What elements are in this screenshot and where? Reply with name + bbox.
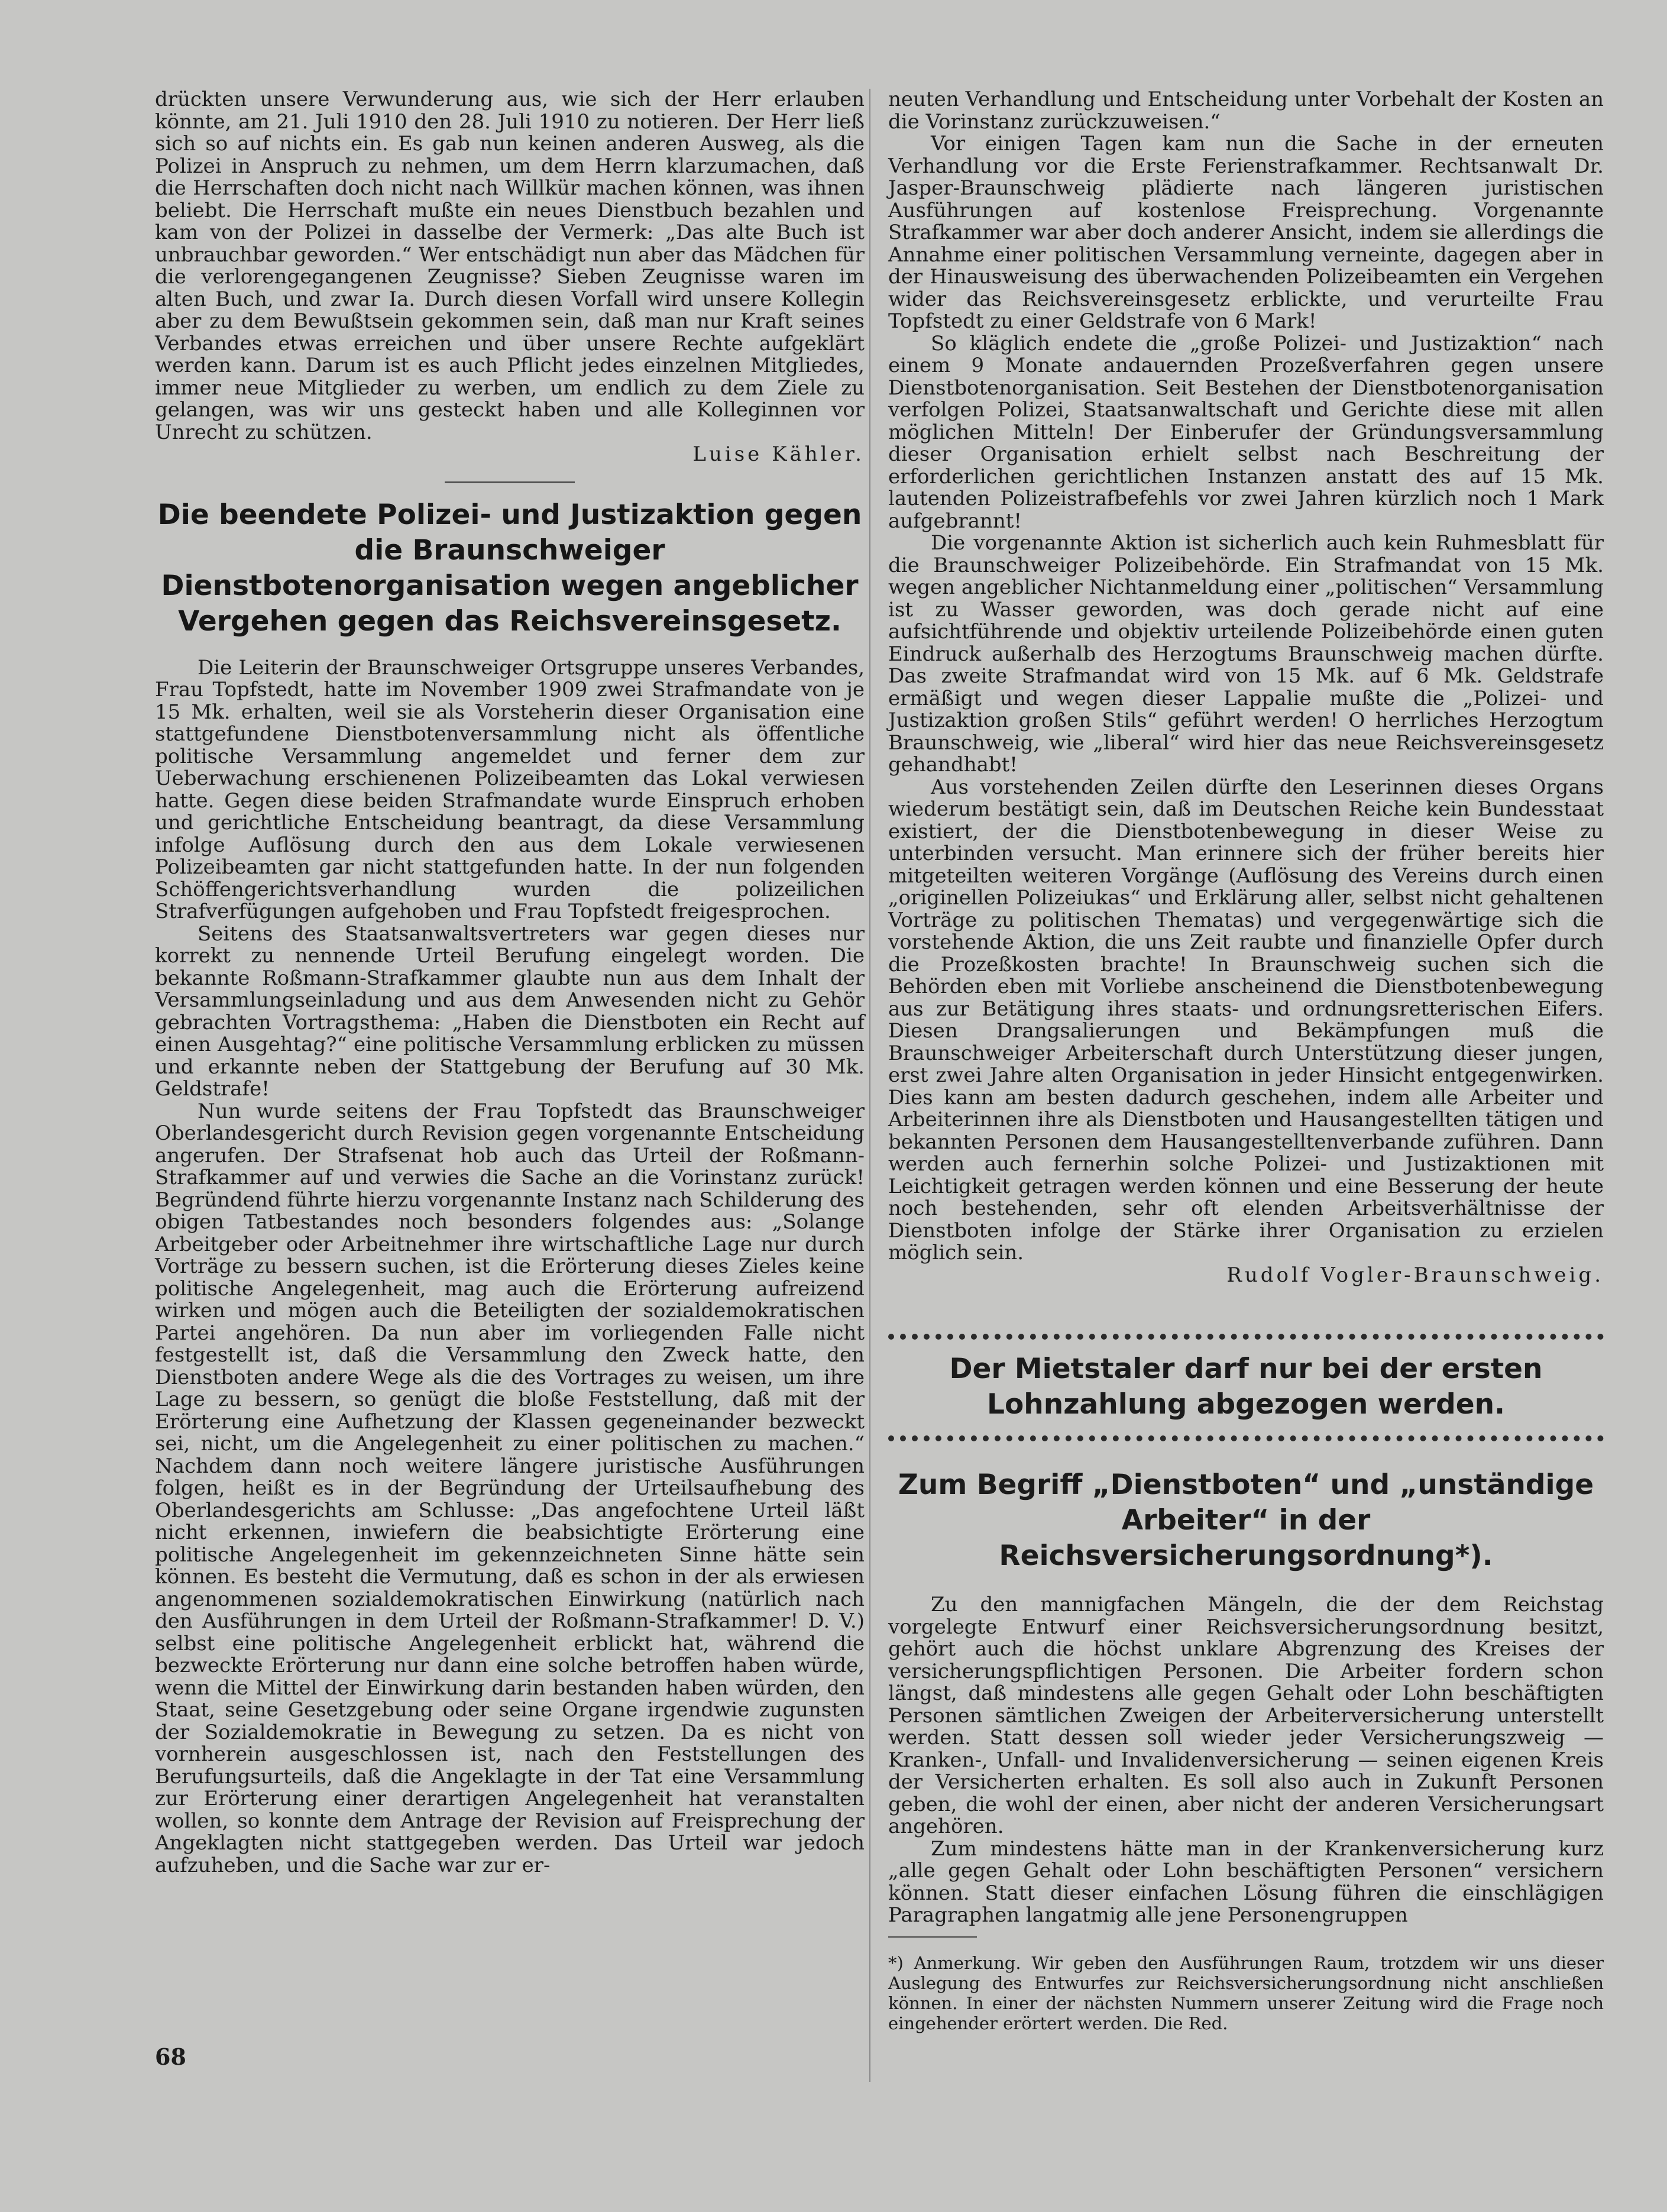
article-paragraph: Die Leiterin der Braunschweiger Ortsgruppe unseres Verbandes, Frau Topfstedt, hatte im November 1909 zwei Strafmandate von je 15 Mk. erhalten, weil sie als Vorsteherin dieser Organisation eine stattgefundene Dienstbotenversammlung nicht als öffentliche politische Versammlung angemeldet und ferner dem zur Ueberwachung erschienenen Polizeibeamten das Lokal verwiesen hatte. Gegen diese beiden Strafmandate wurde Einspruch erhoben und gerichtliche Entscheidung beantragt, da diese Versammlung infolge Auflösung durch den aus dem Lokale verwiesenen Polizeibeamten gar nicht stattgefunden hatte. In der nun folgenden Schöffengerichtsverhandlung wurden die polizeilichen Strafverfügungen aufgehoben und Frau Topfstedt freigesprochen. xyxy=(155,655,865,923)
column-divider xyxy=(869,89,870,2082)
right-column xyxy=(888,89,1604,2033)
article-paragraph: Nun wurde seitens der Frau Topfstedt das Braunschweiger Oberlandesgericht durch Revision gegen vorgenannte Entscheidung angerufen. Der Strafsenat hob auch das Urteil der Roßmann-Strafkammer auf und verwies die Sache an die Vorinstanz zurück! Begründend führte hierzu vorgenannte Instanz nach Schilderung des obigen Tatbestandes noch besonders folgendes aus: „Solange Arbeitgeber oder Arbeitnehmer ihre wirtschaftliche Lage nur durch Vorträge zu bessern suchen, ist die Erörterung dieses Zieles keine politische Angelegenheit, mag auch die Erörterung aufreizend wirken und mögen auch die Beteiligten der sozialdemokratischen Partei angehören. Da nun aber im vorliegenden Falle nicht festgestellt ist, daß die Versammlung den Zweck hatte, den Dienstboten andere Wege als die des Vortrages zu weisen, um ihre Lage zu bessern, so genügt die bloße Feststellung, daß mit der Erörterung eine Aufhetzung der Klassen gegeneinander bezweckt sei, nicht, um die Angelegenheit zu einer politischen zu machen.“ Nachdem dann noch weitere längere juristische Ausführungen folgen, heißt es in der Begründung der Urteilsaufhebung des Oberlandesgerichts am Schlusse: „Das angefochtene Urteil läßt nicht erkennen, inwiefern die beabsichtigte Erörterung eine politische Angelegenheit im gekennzeichneten Sinne hätte sein können. Es besteht die Vermutung, daß es schon in der als erwiesen angenommenen sozialdemokratischen Einwirkung (natürlich nach den Ausführungen in dem Urteil der Roßmann-Strafkammer! D. V.) selbst eine politische Angelegenheit erblickt hat, während die bezweckte Erörterung nur dann eine solche betroffen haben würde, wenn die Mittel der Einwirkung darin bestanden haben würden, den Staat, seine Gesetzgebung oder seine Organe irgendwie zugunsten der Sozialdemokratie in Bewegung zu setzen. Da es nicht von vornherein ausgeschlossen ist, nach den Feststellungen des Berufungsurteils, daß die Angeklagte in der Tat eine Versammlung zur Erörterung einer derartigen Angelegenheit hat veranstalten wollen, so konnte dem Antrage der Revision auf Freisprechung der Angeklagten nicht stattgegeben werden. Das Urteil war jedoch aufzuheben, und die Sache war zur er- xyxy=(155,1099,865,1877)
left-column xyxy=(155,89,865,1877)
box-headline: Der Mietstaler darf nur bei der ersten Lohnzahlung abgezogen werden. xyxy=(949,1353,1543,1421)
article-paragraph: So kläglich endete die „große Polizei- und Justizaktion“ nach einem 9 Monate andauernden Prozeßverfahren gegen unsere Dienstbotenorganisation. Seit Bestehen der Dienstbotenorganisation verfolgen Polizei, Staatsanwaltschaft und Gerichte diese mit allen möglichen Mitteln! Der Einberufer der Gründungsversammlung dieser Organisation erhielt selbst nach Beschreitung der erforderlichen gerichtlichen Instanzen anstatt des auf 15 Mk. lautenden Polizeistrafbefehls vor zwei Jahren kürzlich noch 1 Mark aufgebrannt! xyxy=(888,331,1604,533)
article-paragraph: Vor einigen Tagen kam nun die Sache in der erneuten Verhandlung vor die Erste Ferienstrafkammer. Rechtsanwalt Dr. Jasper-Braunschweig plädierte nach längeren juristischen Ausführungen auf kostenlose Freisprechung. Vorgenannte Strafkammer war aber doch anderer Ansicht, indem sie allerdings die Annahme einer politischen Versammlung verneinte, dagegen aber in der Hinausweisung des überwachenden Polizeibeamten ein Vergehen wider das Reichsvereinsgesetz erblickte, und verurteilte Frau Topfstedt zu einer Geldstrafe von 6 Mark! xyxy=(888,132,1604,333)
article-paragraph: neuten Verhandlung und Entscheidung unter Vorbehalt der Kosten an die Vorinstanz zurückzuweisen.“ xyxy=(888,88,1604,134)
article-paragraph: Seitens des Staatsanwaltsvertreters war gegen dieses nur korrekt zu nennende Urteil Berufung eingelegt worden. Die bekannte Roßmann-Strafkammer glaubte nun aus dem Inhalt der Versammlungseinladung und aus dem Anwesenden nicht zu Gehör gebrachten Vortragsthema: „Haben die Dienstboten ein Recht auf einen Ausgehtag?“ eine politische Versammlung erblicken zu müssen und erkannte neben der Stattgebung der Berufung auf 30 Mk. Geldstrafe! xyxy=(155,921,865,1101)
footnote: *) Anmerkung. Wir geben den Ausführungen Raum, trotzdem wir uns dieser Auslegung des Entwurfes zur Reichsversicherungsordnung nicht anschließen können. In einer der nächsten Nummern unserer Zeitung wird die Frage noch eingehender erörtert werden. Die Red. xyxy=(888,1952,1604,2033)
section-divider xyxy=(445,481,575,483)
section-paragraph: Zum mindestens hätte man in der Krankenversicherung kurz „alle gegen Gehalt oder Lohn beschäftigten Personen“ versichern können. Statt dieser einfachen Lösung führen die einschlägigen Paragraphen langatmig alle jene Personengruppen xyxy=(888,1836,1604,1927)
article-headline: Die beendete Polizei- und Justizaktion gegen die Braunschweiger Dienstbotenorganisation wegen angeblicher Vergehen gegen das Reichsvereinsgesetz. xyxy=(157,498,862,638)
article-paragraph: Aus vorstehenden Zeilen dürfte den Leserinnen dieses Organs wiederum bestätigt sein, daß im Deutschen Reiche kein Bundesstaat existiert, der die Dienstbotenbewegung in dieser Weise zu unterbinden versucht. Man erinnere sich der früher bereits hier mitgeteilten weiteren Vorgänge (Auflösung des Vereins durch einen „originellen Polizeiukas“ und Erklärung aller, selbst nicht gehaltenen Vorträge zu politischen Thematas) und vergegenwärtige sich die vorstehende Aktion, die uns Zeit raubte und finanzielle Opfer durch die Prozeßkosten brachte! In Braunschweig suchen sich die Behörden eben mit Vorliebe anscheinend die Dienstbotenbewegung aus zur Betätigung ihres staats- und ordnungsretterischen Eifers. Diesen Drangsalierungen und Bekämpfungen muß die Braunschweiger Arbeiterschaft durch Unterstützung dieser jungen, erst zwei Jahre alten Organisation in jeder Hinsicht entgegenwirken. Dies kann am besten dadurch geschehen, indem alle Arbeiter und Arbeiterinnen ihre als Dienstboten und Hausangestellten tätigen und bekannten Personen dem Hausangestelltenverbande zuführen. Dann werden auch fernerhin solche Polizei- und Justizaktionen mit Leichtigkeit getragen werden können und eine Besserung der heute noch bestehenden, sehr oft elenden Arbeitsverhältnisse der Dienstboten infolge der Stärke ihrer Organisation zu erzielen möglich sein. xyxy=(888,775,1604,1265)
footnote-rule xyxy=(888,1936,977,1938)
article-signature: Rudolf Vogler-Braunschweig. xyxy=(1226,1263,1604,1287)
box-top-rule xyxy=(888,1334,1604,1340)
box-bottom-rule xyxy=(888,1435,1604,1441)
article-paragraph: Die vorgenannte Aktion ist sicherlich auch kein Ruhmesblatt für die Braunschweiger Polizeibehörde. Ein Strafmandat von 15 Mk. wegen angeblicher Nichtanmeldung einer „politischen“ Versammlung ist zu Wasser geworden, was doch gerade nicht auf eine aufsichtführende und objektiv urteilende Polizeibehörde einen guten Eindruck außerhalb des Herzogtums Braunschweig machen dürfte. Das zweite Strafmandat wird von 15 Mk. auf 6 Mk. Geldstrafe ermäßigt und wegen dieser Lappalie mußte die „Polizei- und Justizaktion großen Stils“ geführt werden! O herrliches Herzogtum Braunschweig, wie „liberal“ wird hier das neue Reichsvereinsgesetz gehandhabt! xyxy=(888,531,1604,777)
section-paragraph: Zu den mannigfachen Mängeln, die der dem Reichstag vorgelegte Entwurf einer Reichsversicherungsordnung besitzt, gehört auch die höchst unklare Abgrenzung des Kreises der versicherungspflichtigen Personen. Die Arbeiter fordern schon längst, daß mindestens alle gegen Gehalt oder Lohn beschäftigten Personen sämtlichen Zweigen der Arbeiterversicherung unterstellt werden. Statt dessen soll wieder jeder Versicherungszweig — Kranken-, Unfall- und Invalidenversicherung — seinen eigenen Kreis der Versicherten erhalten. Es soll also auch in Zukunft Personen geben, die wohl der einen, aber nicht der anderen Versicherungsart angehören. xyxy=(888,1593,1604,1838)
opening-signature: Luise Kähler. xyxy=(692,442,865,466)
section-headline: Zum Begriff „Dienstboten“ und „unständige Arbeiter“ in der Reichsversicherungsordnung*). xyxy=(898,1469,1594,1572)
opening-paragraph: drückten unsere Verwunderung aus, wie sich der Herr erlauben könnte, am 21. Juli 1910 den 28. Juli 1910 zu notieren. Der Herr ließ sich so auf nichts ein. Es gab nun keinen anderen Ausweg, als die Polizei in Anspruch zu nehmen, um dem Herrn klarzumachen, daß die Herrschaften doch nicht nach Willkür machen können, was ihnen beliebt. Die Herrschaft mußte ein neues Dienstbuch bezahlen und kam von der Polizei in dasselbe der Vermerk: „Das alte Buch ist unbrauchbar geworden.“ Wer entschädigt nun aber das Mädchen für die verlorengegangenen Zeugnisse? Sieben Zeugnisse waren im alten Buch, und zwar Ia. Durch diesen Vorfall wird unsere Kollegin aber zu dem Bewußtsein gekommen sein, daß man nur Kraft seines Verbandes etwas erreichen und über unsere Rechte aufgeklärt werden kann. Darum ist es auch Pflicht jedes einzelnen Mitgliedes, immer neue Mitglieder zu werben, um endlich zu dem Ziele zu gelangen, was wir uns gesteckt haben und alle Kolleginnen vor Unrecht zu schützen. xyxy=(155,88,865,444)
page-number: 68 xyxy=(155,2043,186,2070)
